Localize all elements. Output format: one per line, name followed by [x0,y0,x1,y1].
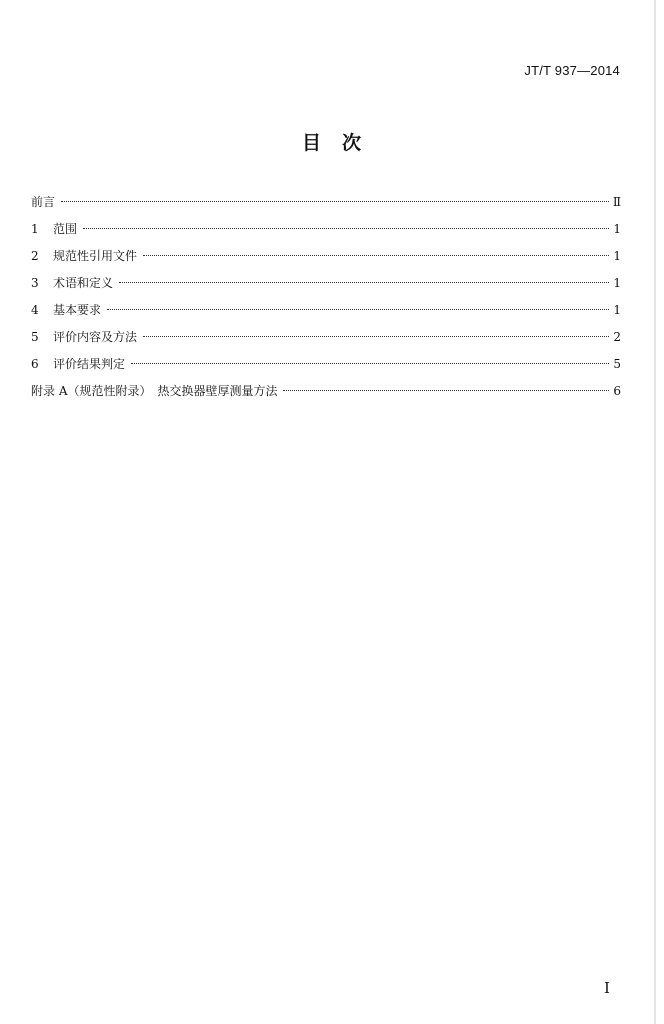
toc-section-number: 1 [31,222,39,236]
toc-entry-label: 评价内容及方法 [53,330,138,344]
toc-entry-evaluation-content[interactable] [31,324,621,351]
toc-leader-dots [107,309,609,310]
toc-page-number: 2 [613,330,621,344]
toc-entry-annex-a[interactable] [31,378,621,405]
toc-entry-label: 规范性引用文件 [53,249,138,263]
toc-entry-foreword[interactable] [31,189,621,216]
toc-leader-dots [143,255,609,256]
toc-page-number: Ⅱ [612,195,621,209]
toc-section-number: 5 [31,330,39,344]
footer-page-number: Ⅰ [604,979,610,997]
toc-leader-dots [119,282,609,283]
toc-entry-terms-definitions[interactable] [31,270,621,297]
toc-page-number: 5 [613,357,621,371]
toc-entry-scope[interactable] [31,216,621,243]
toc-entry-evaluation-result[interactable] [31,351,621,378]
toc-page-number: 1 [613,249,621,263]
toc-leader-dots [143,336,609,337]
toc-entry-label: 术语和定义 [53,276,114,290]
table-of-contents [31,189,621,405]
page-title: 目 次 [301,132,362,154]
toc-entry-label: 范围 [53,222,78,236]
toc-leader-dots [131,363,609,364]
toc-leader-dots [61,201,609,202]
standard-number: JT/T 937—2014 [524,63,620,78]
toc-page-number: 1 [613,303,621,317]
toc-entry-label: 附录 A（规范性附录） 热交换器壁厚测量方法 [31,384,278,398]
toc-entry-normative-references[interactable] [31,243,621,270]
toc-section-number: 3 [31,276,39,290]
toc-leader-dots [83,228,609,229]
toc-section-number: 6 [31,357,39,371]
toc-page-number: 1 [613,222,621,236]
toc-leader-dots [283,390,609,391]
toc-section-number: 2 [31,249,39,263]
toc-page-number: 6 [613,384,621,398]
toc-entry-label: 基本要求 [53,303,102,317]
toc-section-number: 4 [31,303,39,317]
toc-entry-basic-requirements[interactable] [31,297,621,324]
toc-page-number: 1 [613,276,621,290]
toc-entry-label: 前言 [31,195,56,209]
toc-entry-label: 评价结果判定 [53,357,126,371]
